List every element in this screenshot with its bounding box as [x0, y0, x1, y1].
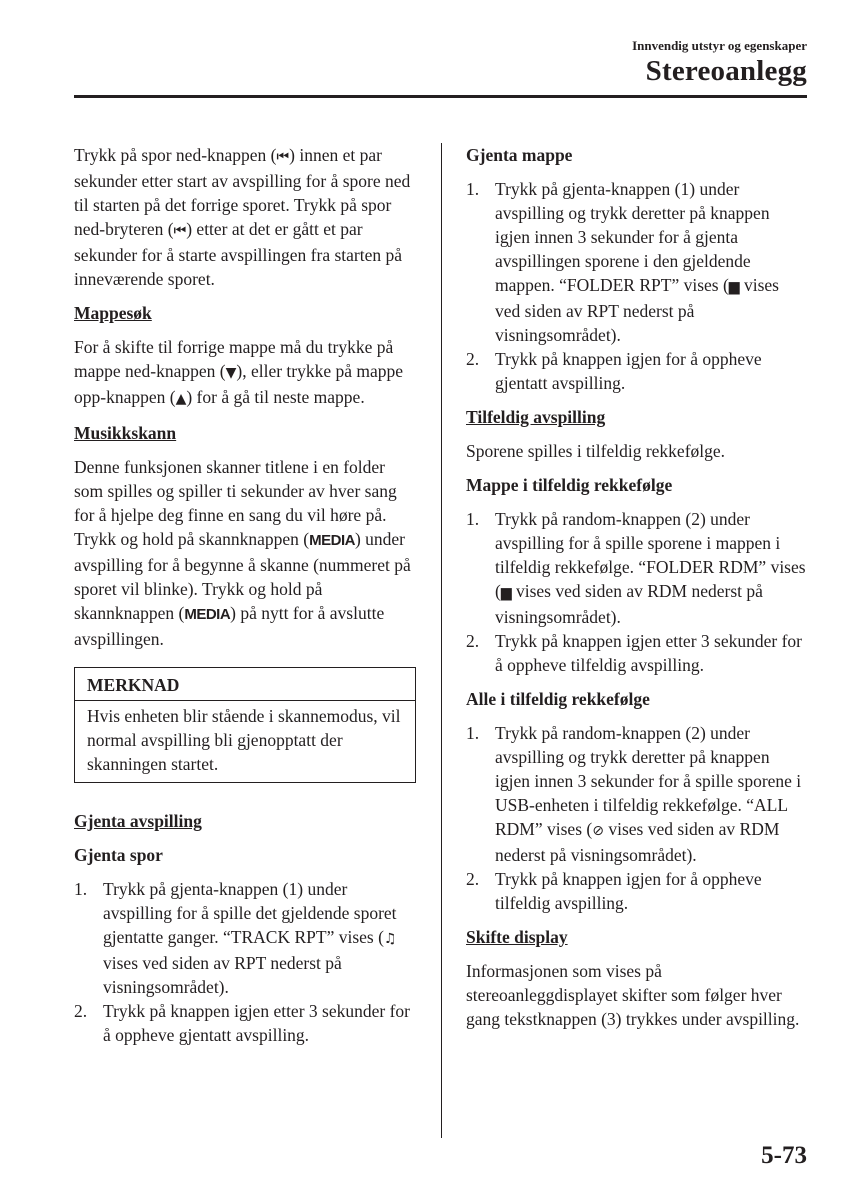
intro-paragraph: Trykk på spor ned-knappen (⏮) innen et par sekunder etter start av avspilling for å spore ned til starten på det forrige sporet. Trykk på spor ned-bryteren (⏮) etter at det er gått et par sekunder for å starte avspillingen fra starten på inneværende sporet. — [74, 145, 411, 289]
list-item: 1. Trykk på gjenta-knappen (1) under avspilling og trykk deretter på knappen igjen innen 3 sekunder for å gjenta avspillingen sporene i den gjeldende mappen. “FOLDER RPT” vises (▆ vises ved siden av RPT nederst på visningsområdet). — [466, 179, 779, 345]
list-item: 2. Trykk på knappen igjen for å oppheve gjentatt avspilling. — [466, 349, 762, 393]
musikkskann-paragraph-1: Denne funksjonen skanner titlene i en folder som spilles og spiller ti sekunder av hver sang for å hjelpe deg finne en sang du vil høre på. — [74, 457, 397, 525]
list-item: 2. Trykk på knappen igjen etter 3 sekunder for å oppheve gjentatt avspilling. — [74, 1001, 410, 1045]
list-item: 2. Trykk på knappen igjen etter 3 sekunder for å oppheve tilfeldig avspilling. — [466, 631, 802, 675]
list-item: 1. Trykk på gjenta-knappen (1) under avspilling for å spille det gjeldende sporet gjentatte ganger. “TRACK RPT” vises (♫ vises ved siden av RPT nederst på visningsområdet). — [74, 879, 397, 997]
section-heading-mappesok: Mappesøk — [74, 303, 152, 323]
mappe-tilfeldig-list — [466, 507, 808, 677]
media-button-icon: MEDIA — [309, 532, 355, 549]
page-number: 5-73 — [761, 1142, 807, 1169]
header-section: Innvendig utstyr og egenskaper — [632, 38, 807, 53]
note-title: MERKNAD — [75, 668, 415, 701]
section-heading-skifte-display: Skifte display — [466, 927, 568, 947]
subheading-gjenta-mappe: Gjenta mappe — [466, 145, 573, 165]
media-button-icon: MEDIA — [184, 606, 231, 623]
column-divider — [441, 143, 442, 1138]
skifte-paragraph: Informasjonen som vises på stereoanleggdisplayet skifter som følger hver gang tekstknappen (3) trykkes under avspilling. — [466, 961, 800, 1029]
mappesok-paragraph: For å skifte til forrige mappe må du trykke på mappe ned-knappen (▼), eller trykke på mappe opp-knappen (▲) for å gå til neste mappe. — [74, 337, 404, 407]
folder-icon: ▆ — [500, 585, 512, 601]
track-down-icon: ⏮ — [173, 223, 187, 239]
shuffle-icon: ⊘ — [592, 823, 604, 839]
right-column — [466, 143, 808, 1041]
left-column — [74, 143, 416, 1057]
section-heading-musikkskann: Musikkskann — [74, 423, 177, 443]
list-item: 1. Trykk på random-knappen (2) under avspilling og trykk deretter på knappen igjen innen 3 sekunder for å spille sporene i USB-enheten i tilfeldig rekkefølge. “ALL RDM” vises (⊘ vises ved siden av RDM nederst på visningsområdet). — [466, 723, 802, 865]
subheading-alle-tilfeldig: Alle i tilfeldig rekkefølge — [466, 689, 650, 709]
folder-up-icon: ▲ — [175, 391, 187, 407]
note-box — [74, 667, 416, 783]
gjenta-mappe-list — [466, 177, 808, 395]
list-item: 1. Trykk på random-knappen (2) under avspilling for å spille sporene i mappen i tilfeldig rekkefølge. “FOLDER RDM” vises (▆ vises ved siden av RDM nederst på visningsområdet). — [466, 509, 806, 627]
subheading-gjenta-spor: Gjenta spor — [74, 845, 163, 865]
tilfeldig-paragraph: Sporene spilles i tilfeldig rekkefølge. — [466, 441, 726, 461]
section-heading-tilfeldig: Tilfeldig avspilling — [466, 407, 606, 427]
folder-icon: ▆ — [728, 279, 740, 295]
music-note-icon: ♫ — [383, 931, 397, 947]
section-heading-gjenta-avspilling: Gjenta avspilling — [74, 811, 202, 831]
subheading-mappe-tilfeldig: Mappe i tilfeldig rekkefølge — [466, 475, 673, 495]
alle-tilfeldig-list — [466, 721, 808, 915]
note-text: Hvis enheten blir stående i skannemodus, vil normal avspilling bli gjenopptatt der skanningen startet. — [87, 706, 401, 774]
page-title: Stereoanlegg — [645, 55, 807, 87]
list-item: 2. Trykk på knappen igjen for å oppheve tilfeldig avspilling. — [466, 869, 762, 913]
track-down-icon: ⏮ — [276, 149, 290, 165]
gjenta-spor-list — [74, 877, 416, 1047]
musikkskann-paragraph-2: Trykk og hold på skannknappen (MEDIA) under avspilling for å begynne å skanne (nummeret på sporet vil blinke). Trykk og hold på skannknappen (MEDIA) på nytt for å avslutte avspillingen. — [74, 529, 411, 649]
folder-down-icon: ▼ — [225, 365, 237, 381]
header-rule — [74, 95, 807, 98]
